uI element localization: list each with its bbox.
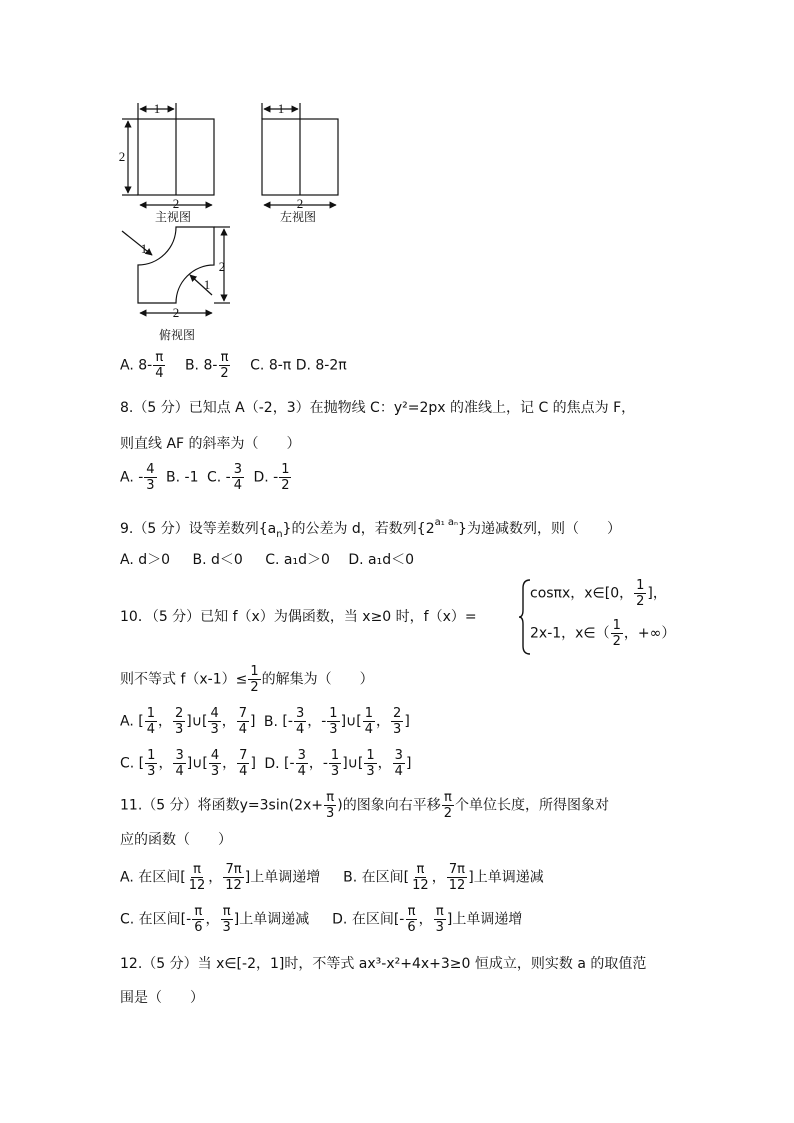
- front-view: [122, 103, 214, 205]
- q7-options: A. 8- $\frac{\pi}{4}$ B. 8- $\frac{\pi}{2}$ C. 8-π D. 8-2π: [120, 350, 347, 381]
- q10-options-cd: C. [ $\frac{1}{3}$ ， $\frac{3}{4}$ ]∪[ $\frac{4}{3}$ ， $\frac{7}{4}$ ] D. [- $\frac{3}{4}$ ，- $\frac{1}{3}$ ]∪[ $\frac{1}{3}$ ， $\frac{3}{4}$ ]: [120, 748, 412, 779]
- top-view-label: 俯视图: [159, 328, 196, 342]
- q8-stem-line2: 则直线 AF 的斜率为（ ）: [120, 436, 301, 452]
- dim-top-right: 2: [218, 259, 226, 274]
- q11-stem-line1: 11.（5 分）将函数y=3sin(2x+ $\frac{\pi}{3}$ )的图象向右平移 $\frac{\pi}{2}$ 个单位长度，所得图象对: [120, 790, 610, 821]
- q11-options-cd: C. 在区间[- $\frac{\pi}{6}$ ， $\frac{\pi}{3}$ ]上单调递减 D. 在区间[- $\frac{\pi}{6}$ ， $\frac{\pi}{3}$ ]上单调递增: [120, 904, 523, 935]
- q8-stem-line1: 8.（5 分）已知点 A（-2，3）在抛物线 C：y²=2px 的准线上，记 C 的焦点为 F，: [120, 400, 636, 416]
- dim-top-bottom: 2: [172, 305, 180, 320]
- side-view: [262, 103, 338, 205]
- q12-stem-line2: 围是（ ）: [120, 990, 204, 1006]
- q10-stem-line2: 则不等式 f（x-1）≤ $\frac{1}{2}$ 的解集为（ ）: [120, 664, 374, 695]
- dim-top-arc1: 1: [140, 241, 148, 256]
- dim-top-arc2: 1: [203, 277, 211, 292]
- front-view-label: 主视图: [155, 210, 192, 224]
- q10-case2: 2x-1，x∈（ $\frac{1}{2}$ ，+∞）: [530, 618, 676, 649]
- q12-stem-line1: 12.（5 分）当 x∈[-2，1]时，不等式 ax³-x²+4x+3≥0 恒成立，则实数 a 的取值范: [120, 956, 647, 972]
- dim-side-top: 1: [277, 101, 285, 116]
- q9-options: A. d＞0 B. d＜0 C. a₁d＞0 D. a₁d＜0: [120, 552, 415, 568]
- side-view-label: 左视图: [280, 210, 317, 224]
- dim-front-top: 1: [153, 101, 161, 116]
- q11-stem-line2: 应的函数（ ）: [120, 832, 232, 848]
- q10-stem-line1: 10．（5 分）已知 f（x）为偶函数，当 x≥0 时，f（x）=: [120, 609, 477, 625]
- q10-options-ab: A. [ $\frac{1}{4}$ ， $\frac{2}{3}$ ]∪[ $\frac{4}{3}$ ， $\frac{7}{4}$ ] B. [- $\frac{3}{4}$ ，- $\frac{1}{3}$ ]∪[ $\frac{1}{4}$ ， $\frac{2}{3}$ ]: [120, 706, 410, 737]
- q11-options-ab: A. 在区间[ $\frac{\pi}{12}$ ， $\frac{7\pi}{12}$ ]上单调递增 B. 在区间[ $\frac{\pi}{12}$ ， $\frac{7\pi}{12}$ ]上单调递减: [120, 862, 544, 893]
- top-view: [122, 227, 230, 313]
- dim-front-left: 2: [118, 149, 126, 164]
- dim-front-bottom: 2: [172, 196, 180, 211]
- q8-options: A. - $\frac{4}{3}$ B. -1 C. - $\frac{3}{4}$ D. - $\frac{1}{2}$: [120, 462, 290, 493]
- q10-case1: cosπx，x∈[0， $\frac{1}{2}$ ]，: [530, 578, 667, 609]
- dim-side-bottom: 2: [296, 196, 304, 211]
- q9-stem: 9.（5 分）设等差数列$\{a_n\}$的公差为 d，若数列$\{2^{a_1 a_n}\}$为递减数列，则（ ）: [120, 517, 621, 540]
